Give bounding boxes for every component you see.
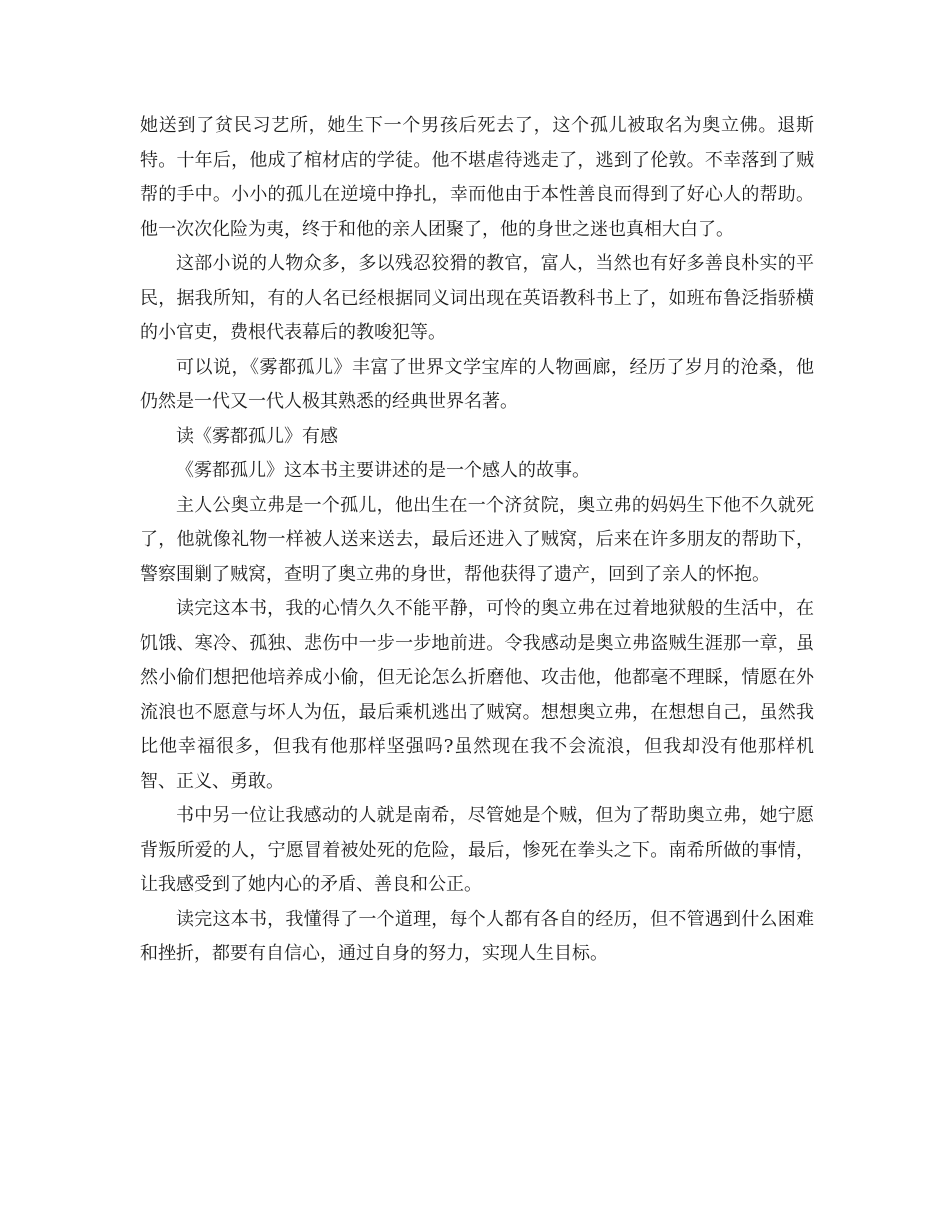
paragraph: 《雾都孤儿》这本书主要讲述的是一个感人的故事。 (176, 460, 590, 481)
paragraph: 书中另一位让我感动的人就是南希，尽管她是个贼，但为了帮助奥立弗，她宁愿背叛所爱的人，宁愿冒着被处死的危险，最后，惨死在拳头之下。南希所做的事情，让我感受到了她内心的矛盾、善良和公正。 (140, 805, 814, 895)
paragraph: 这部小说的人物众多，多以残忍狡猾的教官，富人，当然也有好多善良朴实的平民，据我所知，有的人名已经根据同义词出现在英语教科书上了，如班布鲁泛指骄横的小官吏，费根代表幕后的教唆犯等。 (140, 253, 814, 343)
paragraph: 可以说，《雾都孤儿》丰富了世界文学宝库的人物画廊，经历了岁月的沧桑，他仍然是一代又一代人极其熟悉的经典世界名著。 (140, 356, 814, 412)
paragraph: 主人公奥立弗是一个孤儿，他出生在一个济贫院，奥立弗的妈妈生下他不久就死了，他就像礼物一样被人送来送去，最后还进入了贼窝，后来在许多朋友的帮助下，警察围剿了贼窝，查明了奥立弗的身世，帮他获得了遗产，回到了亲人的怀抱。 (140, 494, 814, 585)
section-heading: 读《雾都孤儿》有感 (176, 425, 338, 447)
paragraph: 她送到了贫民习艺所，她生下一个男孩后死去了，这个孤儿被取名为奥立佛。退斯特。十年后，他成了棺材店的学徒。他不堪虐待逃走了，逃到了伦敦。不幸落到了贼帮的手中。小小的孤儿在逆境中挣扎，幸而他由于本性善良而得到了好心人的帮助。他一次次化险为夷，终于和他的亲人团聚了，他的身世之迷也真相大白了。 (140, 115, 814, 240)
paragraph: 读完这本书，我的心情久久不能平静，可怜的奥立弗在过着地狱般的生活中，在饥饿、寒冷、孤独、悲伤中一步一步地前进。令我感动是奥立弗盗贼生涯那一章，虽然小偷们想把他培养成小偷，但无论怎么折磨他、攻击他，他都毫不理睬，情愿在外流浪也不愿意与坏人为伍，最后乘机逃出了贼窝。想想奥立弗，在想想自己，虽然我比他幸福很多，但我有他那样坚强吗?虽然现在我不会流浪，但我却没有他那样机智、正义、勇敢。 (140, 598, 814, 792)
document-body (140, 109, 814, 972)
paragraph: 读完这本书，我懂得了一个道理，每个人都有各自的经历，但不管遇到什么困难和挫折，都要有自信心，通过自身的努力，实现人生目标。 (140, 908, 814, 964)
